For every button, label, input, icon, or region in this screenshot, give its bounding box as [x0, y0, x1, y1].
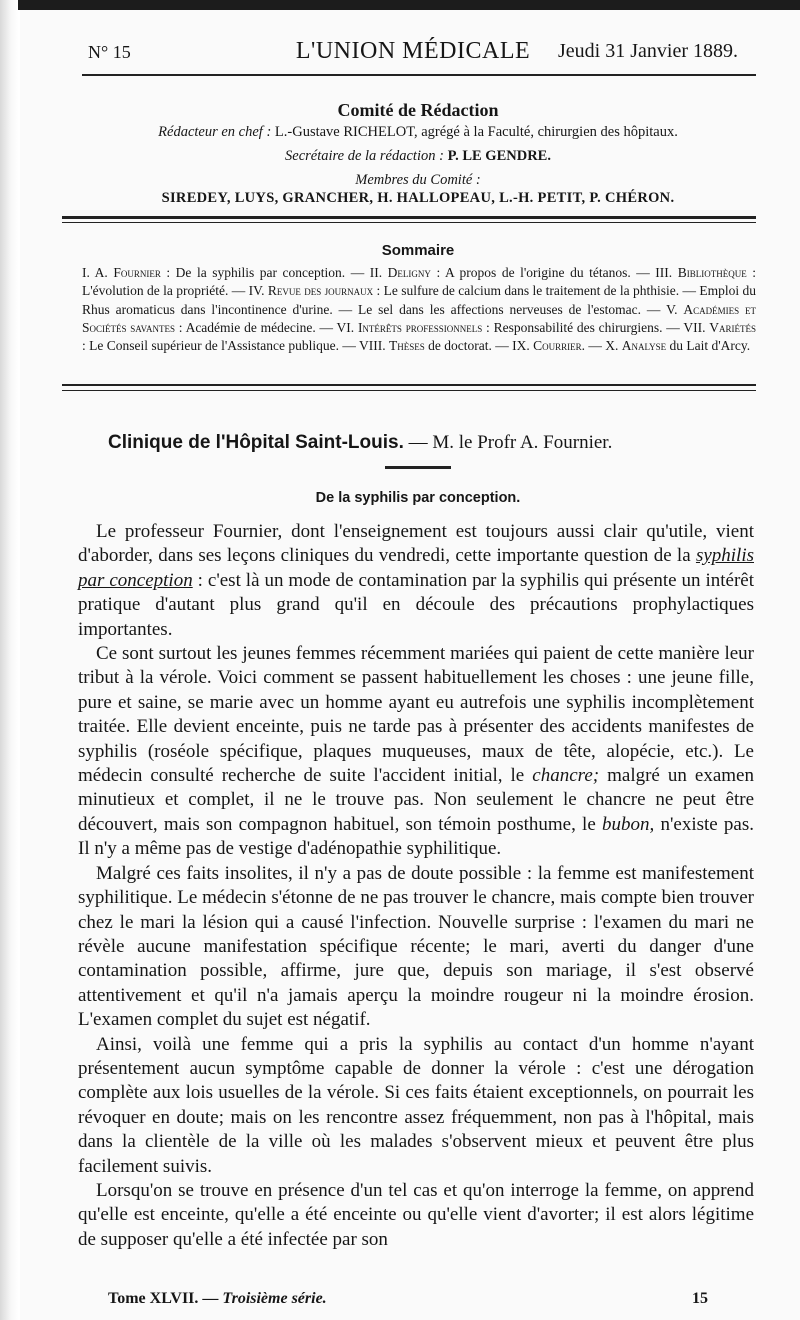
comite-secretary — [82, 148, 754, 165]
sommaire-section-name: Analyse — [621, 338, 667, 354]
sommaire-text: : Académie de médecine. — VI. — [174, 319, 358, 335]
paragraph-text: : c'est là un mode de contamination par la syphilis qui présente un intérêt pratique d'autant plus grand qu'il en découle des précautions prophylactiques importantes. — [78, 569, 754, 640]
article-paragraph — [78, 862, 754, 1033]
members-list: SIREDEY, LUYS, GRANCHER, H. HALLOPEAU, L.-H. PETIT, P. CHÉRON. — [161, 190, 675, 206]
sommaire-section-name: Deligny — [387, 265, 431, 280]
sommaire-body — [82, 264, 756, 355]
secretary-label: Secrétaire de la rédaction : — [285, 148, 444, 164]
sommaire-section-name: Fournier — [113, 265, 161, 280]
article-author: — M. le Profr A. Fournier. — [408, 432, 613, 453]
sommaire-section-name: Bibliothèque — [677, 265, 747, 280]
comite-rule — [62, 216, 756, 219]
sommaire-text: : A propos de l'origine du tétanos. — III. — [430, 265, 678, 280]
sommaire-section-name: Revue des journaux — [267, 283, 374, 299]
footer-tome: Tome XLVII. — — [108, 1290, 219, 1307]
sommaire-text: : L'évolution de la propriété. — IV. — [82, 265, 756, 299]
running-head — [88, 34, 738, 68]
sommaire-section-name: Académies et Sociétés savantes — [82, 301, 756, 335]
footer-serie: Troisième série. — [222, 1290, 327, 1307]
article-heading — [108, 432, 612, 454]
sommaire-text: du Lait d'Arcy. — [666, 338, 751, 354]
clinic-title: Clinique de l'Hôpital Saint-Louis. — [108, 432, 404, 453]
sommaire-section-name: Variétés — [709, 319, 756, 335]
article-paragraph — [78, 520, 754, 642]
members-label: Membres du Comité : — [355, 172, 481, 188]
emphasis-text: bubon, — [602, 813, 655, 835]
issue-date: Jeudi 31 Janvier 1889. — [558, 40, 738, 62]
journal-page — [20, 10, 800, 1320]
editor-text: L.-Gustave RICHELOT, agrégé à la Faculté, chirurgien des hôpitaux. — [274, 124, 678, 140]
paragraph-text: Ce sont surtout les jeunes femmes récemment mariées qui paient de cette manière leur tribut à la vérole. Voici comment se passent habituellement les choses : une jeune fille, pure et saine, se marie avec un homme ayant eu autrefois une syphilis incomplètement traitée. Elle devient enceinte, puis ne tarde pas à présenter des accidents manifestes de syphilis (roséole spécifique, plaques muqueuses, maux de tête, alopécie, etc.). Le médecin consulté recherche de suite l'accident initial, le — [78, 643, 754, 787]
page-footer — [108, 1290, 708, 1312]
emphasis-text: syphilis par conception — [78, 545, 754, 591]
paragraph-text: Ainsi, voilà une femme qui a pris la syphilis au contact d'un homme n'ayant présentement aucun symptôme capable de donner la vérole : c'est une dérogation complète aux lois usuelles de la vérole. Si ces faits étaient exceptionnels, on pourrait les révoquer en doute; mais on les rencontre assez fréquemment, non pas à l'hôpital, mais dans la clientèle de la ville où les malades s'observent mieux et peuvent être plus facilement suivis. — [78, 1033, 754, 1177]
page-number: 15 — [692, 1290, 708, 1307]
editor-label: Rédacteur en chef : — [158, 124, 272, 140]
sommaire-section-name: Thèses — [389, 338, 425, 354]
header-rule — [82, 74, 756, 76]
issue-number: N° 15 — [88, 42, 131, 62]
paragraph-text: Lorsqu'on se trouve en présence d'un tel cas et qu'on interroge la femme, on apprend qu'elle est enceinte, qu'elle a été enceinte ou qu'elle vient d'avorter; il est alors légitime de supposer qu'elle a été infectée par son — [78, 1179, 754, 1250]
article-paragraph — [78, 642, 754, 862]
sommaire-title: Sommaire — [381, 242, 455, 259]
comite-title: Comité de Rédaction — [337, 100, 499, 120]
emphasis-text: chancre; — [532, 765, 600, 787]
sommaire-rule — [62, 384, 756, 386]
journal-title: L'UNION MÉDICALE — [295, 38, 531, 64]
sommaire-text: . — X. — [581, 338, 622, 354]
sommaire-text: : Responsabilité des chirurgiens. — VII. — [482, 319, 710, 335]
sommaire-text: : Le sulfure de calcium dans le traitement de la phthisie. — Emploi du Rhus aromaticus dans l'incontinence d'urine. — Le sel dans les affections nerveuses de l'estomac. — V. — [82, 283, 756, 317]
sommaire-text: : De la syphilis par conception. — II. — [160, 265, 388, 280]
scan-left-edge — [0, 0, 18, 1320]
sommaire-section-name: Courrier — [533, 338, 582, 354]
sommaire-text: I. A. — [82, 265, 114, 280]
sommaire-text: : Le Conseil supérieur de l'Assistance publique. — VIII. — [82, 338, 389, 354]
article-paragraph — [78, 1033, 754, 1179]
sommaire-rule-thin — [62, 390, 756, 391]
article-body — [78, 520, 754, 1252]
sommaire-text: de doctorat. — IX. — [424, 338, 534, 354]
article-subheading: De la syphilis par conception. — [315, 490, 521, 506]
footer-volume — [108, 1290, 327, 1308]
paragraph-text: n'existe pas. Il n'y a même pas de vestige d'adénopathie syphilitique. — [78, 813, 755, 860]
comite-rule-thin — [62, 222, 756, 223]
heading-separator — [385, 466, 451, 469]
sommaire-section-name: Intérêts professionnels — [357, 319, 483, 335]
scan-top-edge — [0, 0, 800, 10]
comite-editor — [82, 124, 754, 141]
paragraph-text: Le professeur Fournier, dont l'enseignement est toujours aussi clair qu'utile, vient d'aborder, dans ses leçons cliniques du vendredi, cette importante question de la — [78, 521, 754, 567]
article-paragraph — [78, 1179, 754, 1252]
paragraph-text: Malgré ces faits insolites, il n'y a pas de doute possible : la femme est manifestement syphilitique. Le médecin s'étonne de ne pas trouver le chancre, mais compte bien trouver chez le mari la lésion qui a causé l'infection. Nouvelle surprise : l'examen du mari ne révèle aucune manifestation spécifique récente; le mari, averti du danger d'une contamination possible, affirme, jure que, depuis son mariage, il s'est observé attentivement et qu'il n'a jamais aperçu la moindre rougeur ni la moindre érosion. L'examen complet du sujet est négatif. — [78, 862, 754, 1031]
paragraph-text: malgré un examen minutieux et complet, il ne le trouve pas. Non seulement le chancre ne peut être découvert, mais son compagnon habituel, son témoin posthume, le — [78, 765, 754, 835]
secretary-name: P. LE GENDRE. — [447, 148, 551, 164]
